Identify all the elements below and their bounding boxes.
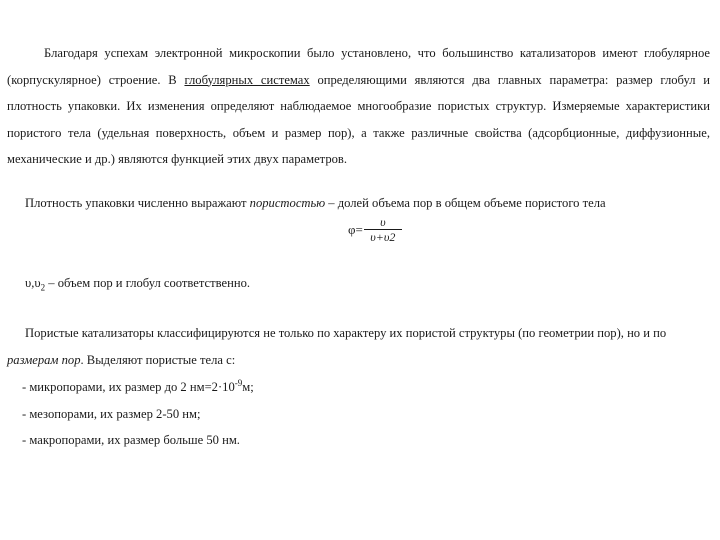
formula-denominator: υ+υ2 [370, 230, 396, 244]
para2-text-start: Плотность упаковки численно выражают [25, 196, 250, 210]
globular-systems-term: глобулярных системах [184, 72, 310, 87]
para4-text-end: . Выделяют пористые тела с: [80, 352, 236, 367]
paragraph-globular-structure [7, 40, 710, 173]
pore-size-term: размерам пор [7, 352, 81, 367]
pore-size-list [22, 370, 254, 454]
micropores-unit: м; [242, 380, 254, 395]
para3-text: – объем пор и глобул соответственно. [45, 276, 251, 290]
micropores-text: - микропорами, их размер до 2 нм=2·10 [22, 380, 235, 395]
para1-text-end: определяющими являются два главных параметра: размер глобул и плотность упаковки. Их изменения определяют наблюдаемое многообразие пористых структур. Измеряемые характеристики пористого тела (удельная поверхность, объем и размер пор), а также различные свойства (адсорбционные, диффузионные, механические и др.) являются функцией этих двух параметров. [7, 72, 710, 166]
list-item-macropores: - макропорами, их размер больше 50 нм. [22, 433, 240, 448]
porosity-formula [348, 212, 402, 248]
formula-numerator: υ [380, 215, 386, 229]
paragraph-classification [7, 320, 712, 373]
para1-text-start: Благодаря успехам электронной микроскопии было установлено, что большинство катализаторов имеют глобулярное (корпускулярное) строение. В [7, 46, 710, 87]
formula-fraction [364, 215, 402, 245]
volume-subscript: 2 [40, 282, 46, 293]
list-item-mesopores: - мезопорами, их размер 2-50 нм; [22, 406, 201, 421]
volume-symbols: υ,υ [25, 276, 41, 290]
list-item-micropores [22, 370, 254, 401]
para4-text-start: Пористые катализаторы классифицируются не только по характеру их пористой структуры (по геометрии пор), но и по [25, 326, 667, 340]
micropores-exponent: -9 [234, 378, 243, 388]
paragraph-variable-definition [25, 270, 715, 301]
para2-text-end: – долей объема пор в общем объеме пористого тела [325, 196, 606, 210]
formula-lhs: φ= [348, 222, 363, 237]
porosity-term: пористостью [249, 196, 326, 210]
